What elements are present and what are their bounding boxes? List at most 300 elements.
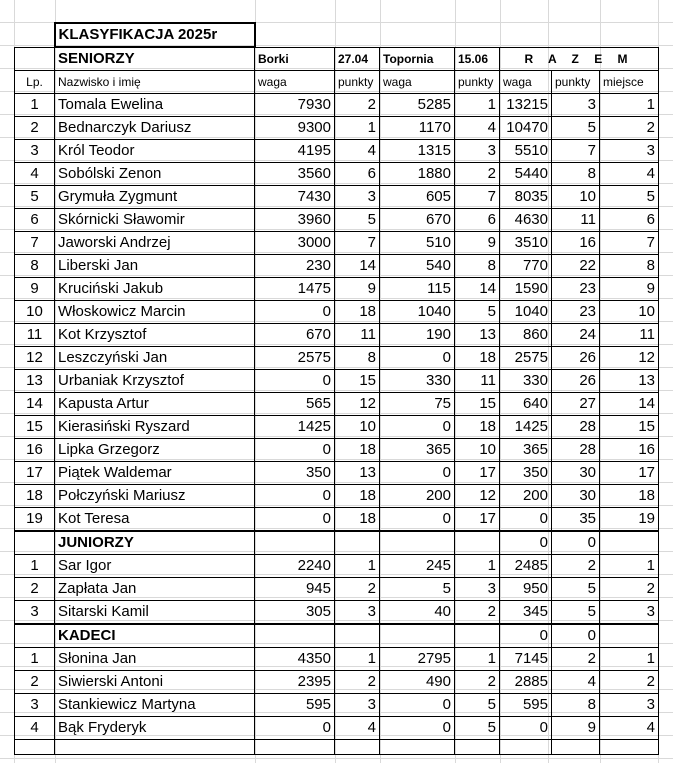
cell-waga-total[interactable]: 0: [500, 531, 552, 555]
cell-punkty-total[interactable]: 27: [552, 393, 600, 416]
col-punkty-total[interactable]: punkty: [552, 71, 600, 94]
cell-waga-total[interactable]: 0: [500, 624, 552, 648]
cell-waga2[interactable]: 490: [380, 671, 455, 694]
event1-name[interactable]: Borki: [255, 47, 335, 71]
cell-punkty2[interactable]: 18: [455, 347, 500, 370]
cell-name[interactable]: Stankiewicz Martyna: [55, 694, 255, 717]
cell-miejsce[interactable]: 2: [600, 671, 659, 694]
cell-punkty1[interactable]: 8: [335, 347, 380, 370]
cell-punkty2[interactable]: 4: [455, 117, 500, 140]
cell-name[interactable]: Piątek Waldemar: [55, 462, 255, 485]
section-title[interactable]: KADECI: [55, 624, 255, 648]
cell-miejsce[interactable]: 14: [600, 393, 659, 416]
cell-miejsce[interactable]: 6: [600, 209, 659, 232]
cell-name[interactable]: Sobólski Zenon: [55, 163, 255, 186]
cell-name[interactable]: Sar Igor: [55, 555, 255, 578]
cell-punkty1[interactable]: 2: [335, 671, 380, 694]
cell-waga1[interactable]: 4350: [255, 648, 335, 671]
cell-waga2[interactable]: 540: [380, 255, 455, 278]
cell-punkty2[interactable]: 17: [455, 508, 500, 532]
cell-lp[interactable]: 4: [15, 163, 55, 186]
cell-waga1[interactable]: 7430: [255, 186, 335, 209]
cell-waga2[interactable]: 40: [380, 601, 455, 625]
cell-name[interactable]: Jaworski Andrzej: [55, 232, 255, 255]
cell-waga1[interactable]: 0: [255, 508, 335, 532]
cell-waga2[interactable]: 365: [380, 439, 455, 462]
cell-waga-total[interactable]: 1425: [500, 416, 552, 439]
cell-waga-total[interactable]: 0: [500, 508, 552, 532]
cell-waga1[interactable]: 670: [255, 324, 335, 347]
cell-miejsce[interactable]: 1: [600, 94, 659, 117]
cell-punkty2[interactable]: 3: [455, 578, 500, 601]
cell-miejsce[interactable]: 3: [600, 140, 659, 163]
cell-waga2[interactable]: 0: [380, 462, 455, 485]
cell-punkty-total[interactable]: 8: [552, 694, 600, 717]
empty-cell[interactable]: [600, 624, 659, 648]
cell-miejsce[interactable]: 13: [600, 370, 659, 393]
cell-waga2[interactable]: 330: [380, 370, 455, 393]
cell-lp[interactable]: 2: [15, 578, 55, 601]
cell-waga2[interactable]: 75: [380, 393, 455, 416]
cell-miejsce[interactable]: 1: [600, 555, 659, 578]
cell-waga2[interactable]: 2795: [380, 648, 455, 671]
table-row: [15, 94, 659, 117]
cell-punkty1[interactable]: 15: [335, 370, 380, 393]
cell-punkty2[interactable]: 7: [455, 186, 500, 209]
table-row: [15, 163, 659, 186]
cell-punkty1[interactable]: 18: [335, 508, 380, 532]
cell-punkty1[interactable]: 18: [335, 485, 380, 508]
cell-waga2[interactable]: 0: [380, 347, 455, 370]
table-row: [15, 508, 659, 532]
cell-punkty1[interactable]: 7: [335, 232, 380, 255]
table-row: [15, 117, 659, 140]
cell-miejsce[interactable]: 19: [600, 508, 659, 532]
empty-cell[interactable]: [15, 624, 55, 648]
empty-cell[interactable]: [55, 740, 255, 755]
empty-cell[interactable]: [455, 740, 500, 755]
cell-lp[interactable]: 6: [15, 209, 55, 232]
column-header-row: [15, 71, 659, 94]
col-punkty1[interactable]: punkty: [335, 71, 380, 94]
cell-waga1[interactable]: 2395: [255, 671, 335, 694]
empty-cell[interactable]: [335, 624, 380, 648]
cell-lp[interactable]: 15: [15, 416, 55, 439]
cell-miejsce[interactable]: 4: [600, 717, 659, 740]
empty-cell[interactable]: [380, 740, 455, 755]
table-row: [15, 301, 659, 324]
cell-punkty1[interactable]: 2: [335, 578, 380, 601]
cell-miejsce[interactable]: 5: [600, 186, 659, 209]
cell-name[interactable]: Skórnicki Sławomir: [55, 209, 255, 232]
cell-lp[interactable]: 3: [15, 140, 55, 163]
empty-cell[interactable]: [455, 624, 500, 648]
cell-waga2[interactable]: 0: [380, 416, 455, 439]
cell-punkty1[interactable]: 2: [335, 94, 380, 117]
table-row: [15, 485, 659, 508]
empty-row: [15, 740, 659, 755]
cell-waga-total[interactable]: 950: [500, 578, 552, 601]
cell-lp[interactable]: 19: [15, 508, 55, 532]
empty-cell[interactable]: [552, 740, 600, 755]
cell-waga2[interactable]: 0: [380, 694, 455, 717]
cell-name[interactable]: Bąk Fryderyk: [55, 717, 255, 740]
cell-waga1[interactable]: 2240: [255, 555, 335, 578]
cell-name[interactable]: Zapłata Jan: [55, 578, 255, 601]
cell-waga2[interactable]: 200: [380, 485, 455, 508]
cell-lp[interactable]: 18: [15, 485, 55, 508]
empty-cell[interactable]: [455, 531, 500, 555]
cell-name[interactable]: Tomala Ewelina: [55, 94, 255, 117]
col-miejsce[interactable]: miejsce: [600, 71, 659, 94]
cell-miejsce[interactable]: 15: [600, 416, 659, 439]
cell-punkty-total[interactable]: 3: [552, 94, 600, 117]
sheet-title[interactable]: KLASYFIKACJA 2025r: [55, 23, 255, 47]
cell-miejsce[interactable]: 1: [600, 648, 659, 671]
cell-punkty2[interactable]: 2: [455, 163, 500, 186]
cell-punkty-total[interactable]: 16: [552, 232, 600, 255]
cell-punkty1[interactable]: 18: [335, 439, 380, 462]
cell-waga1[interactable]: 230: [255, 255, 335, 278]
cell-waga1[interactable]: 565: [255, 393, 335, 416]
cell-punkty1[interactable]: 18: [335, 301, 380, 324]
cell-punkty1[interactable]: 11: [335, 324, 380, 347]
cell-waga-total[interactable]: 8035: [500, 186, 552, 209]
cell-punkty-total[interactable]: 10: [552, 186, 600, 209]
cell-punkty2[interactable]: 3: [455, 140, 500, 163]
cell-punkty1[interactable]: 6: [335, 163, 380, 186]
cell-waga-total[interactable]: 0: [500, 717, 552, 740]
cell-miejsce[interactable]: 11: [600, 324, 659, 347]
table-row: [15, 186, 659, 209]
cell-punkty1[interactable]: 3: [335, 186, 380, 209]
cell-lp[interactable]: 1: [15, 94, 55, 117]
cell-waga1[interactable]: 0: [255, 485, 335, 508]
cell-waga2[interactable]: 190: [380, 324, 455, 347]
cell-waga-total[interactable]: 200: [500, 485, 552, 508]
cell-waga-total[interactable]: 2485: [500, 555, 552, 578]
col-waga-total[interactable]: waga: [500, 71, 552, 94]
table-row: [15, 278, 659, 301]
cell-punkty2[interactable]: 6: [455, 209, 500, 232]
cell-punkty-total[interactable]: 22: [552, 255, 600, 278]
cell-waga-total[interactable]: 10470: [500, 117, 552, 140]
empty-cell[interactable]: [335, 740, 380, 755]
cell-miejsce[interactable]: 18: [600, 485, 659, 508]
empty-cell[interactable]: [255, 624, 335, 648]
cell-punkty2[interactable]: 13: [455, 324, 500, 347]
cell-punkty2[interactable]: 11: [455, 370, 500, 393]
cell-punkty2[interactable]: 14: [455, 278, 500, 301]
cell-miejsce[interactable]: 7: [600, 232, 659, 255]
event1-date[interactable]: 27.04: [335, 47, 380, 71]
empty-cell[interactable]: [15, 740, 55, 755]
cell-waga-total[interactable]: 770: [500, 255, 552, 278]
cell-lp[interactable]: 13: [15, 370, 55, 393]
cell-punkty-total[interactable]: 4: [552, 671, 600, 694]
cell-punkty-total[interactable]: 28: [552, 416, 600, 439]
cell-punkty-total[interactable]: 7: [552, 140, 600, 163]
cell-name[interactable]: Liberski Jan: [55, 255, 255, 278]
cell-miejsce[interactable]: 12: [600, 347, 659, 370]
title-row: [15, 23, 659, 47]
cell-punkty1[interactable]: 9: [335, 278, 380, 301]
cell-waga2[interactable]: 5: [380, 578, 455, 601]
cell-miejsce[interactable]: 9: [600, 278, 659, 301]
cell-punkty-total[interactable]: 28: [552, 439, 600, 462]
cell-waga1[interactable]: 0: [255, 717, 335, 740]
cell-punkty2[interactable]: 15: [455, 393, 500, 416]
cell-punkty1[interactable]: 3: [335, 601, 380, 625]
cell-punkty-total[interactable]: 5: [552, 601, 600, 625]
cell-lp[interactable]: 8: [15, 255, 55, 278]
cell-waga-total[interactable]: 330: [500, 370, 552, 393]
cell-punkty1[interactable]: 12: [335, 393, 380, 416]
table-row: [15, 393, 659, 416]
cell-waga1[interactable]: 4195: [255, 140, 335, 163]
cell-lp[interactable]: 7: [15, 232, 55, 255]
cell-waga-total[interactable]: 1040: [500, 301, 552, 324]
cell-punkty-total[interactable]: 11: [552, 209, 600, 232]
cell-lp[interactable]: 10: [15, 301, 55, 324]
empty-cell[interactable]: [600, 531, 659, 555]
col-name[interactable]: Nazwisko i imię: [55, 71, 255, 94]
cell-punkty2[interactable]: 2: [455, 671, 500, 694]
cell-punkty-total[interactable]: 5: [552, 578, 600, 601]
event2-date[interactable]: 15.06: [455, 47, 500, 71]
cell-name[interactable]: Kapusta Artur: [55, 393, 255, 416]
table-row: [15, 439, 659, 462]
cell-lp[interactable]: 17: [15, 462, 55, 485]
empty-cell[interactable]: [600, 740, 659, 755]
cell-waga1[interactable]: 3560: [255, 163, 335, 186]
cell-name[interactable]: Słonina Jan: [55, 648, 255, 671]
table-row: [15, 462, 659, 485]
cell-waga2[interactable]: 245: [380, 555, 455, 578]
cell-punkty2[interactable]: 5: [455, 717, 500, 740]
empty-cell[interactable]: [500, 740, 552, 755]
cell-waga1[interactable]: 7930: [255, 94, 335, 117]
cell-punkty-total[interactable]: 30: [552, 462, 600, 485]
cell-name[interactable]: Król Teodor: [55, 140, 255, 163]
cell-waga1[interactable]: 2575: [255, 347, 335, 370]
cell-waga-total[interactable]: 860: [500, 324, 552, 347]
cell-waga2[interactable]: 510: [380, 232, 455, 255]
cell-waga1[interactable]: 1425: [255, 416, 335, 439]
table-row: [15, 140, 659, 163]
cell-waga1[interactable]: 350: [255, 462, 335, 485]
cell-waga-total[interactable]: 5510: [500, 140, 552, 163]
cell-punkty-total[interactable]: 8: [552, 163, 600, 186]
cell-punkty1[interactable]: 10: [335, 416, 380, 439]
cell-waga-total[interactable]: 595: [500, 694, 552, 717]
cell-waga-total[interactable]: 5440: [500, 163, 552, 186]
cell-lp[interactable]: 12: [15, 347, 55, 370]
col-waga2[interactable]: waga: [380, 71, 455, 94]
cell-name[interactable]: Kruciński Jakub: [55, 278, 255, 301]
cell-miejsce[interactable]: 2: [600, 578, 659, 601]
cell-waga2[interactable]: 670: [380, 209, 455, 232]
cell-punkty-total[interactable]: 26: [552, 370, 600, 393]
cell-punkty1[interactable]: 13: [335, 462, 380, 485]
cell-punkty-total[interactable]: 0: [552, 531, 600, 555]
cell-punkty-total[interactable]: 23: [552, 278, 600, 301]
cell-waga1[interactable]: 1475: [255, 278, 335, 301]
table-row: [15, 648, 659, 671]
cell-name[interactable]: Połczyński Mariusz: [55, 485, 255, 508]
cell-punkty2[interactable]: 5: [455, 301, 500, 324]
empty-cell[interactable]: [335, 531, 380, 555]
col-punkty2[interactable]: punkty: [455, 71, 500, 94]
cell-punkty-total[interactable]: 30: [552, 485, 600, 508]
cell-waga1[interactable]: 0: [255, 439, 335, 462]
cell-lp[interactable]: 9: [15, 278, 55, 301]
empty-cell[interactable]: [380, 531, 455, 555]
cell-name[interactable]: Urbaniak Krzysztof: [55, 370, 255, 393]
cell-punkty1[interactable]: 1: [335, 117, 380, 140]
cell-name[interactable]: Siwierski Antoni: [55, 671, 255, 694]
table-row: [15, 370, 659, 393]
cell-punkty-total[interactable]: 5: [552, 117, 600, 140]
cell-punkty2[interactable]: 10: [455, 439, 500, 462]
cell-miejsce[interactable]: 4: [600, 163, 659, 186]
cell-punkty2[interactable]: 8: [455, 255, 500, 278]
cell-lp[interactable]: 3: [15, 694, 55, 717]
cell-waga-total[interactable]: 365: [500, 439, 552, 462]
cell-waga-total[interactable]: 345: [500, 601, 552, 625]
cell-waga-total[interactable]: 1590: [500, 278, 552, 301]
cell-waga2[interactable]: 1040: [380, 301, 455, 324]
table-row: [15, 347, 659, 370]
cell-name[interactable]: Włoskowicz Marcin: [55, 301, 255, 324]
cell-waga2[interactable]: 0: [380, 717, 455, 740]
cell-waga1[interactable]: 3000: [255, 232, 335, 255]
cell-waga-total[interactable]: 13215: [500, 94, 552, 117]
cell-punkty1[interactable]: 4: [335, 140, 380, 163]
table-row: [15, 671, 659, 694]
section-title[interactable]: JUNIORZY: [55, 531, 255, 555]
cell-punkty2[interactable]: 2: [455, 601, 500, 625]
cell-name[interactable]: Kot Krzysztof: [55, 324, 255, 347]
empty-cell[interactable]: [380, 624, 455, 648]
cell-miejsce[interactable]: 17: [600, 462, 659, 485]
cell-lp[interactable]: 2: [15, 117, 55, 140]
cell-waga1[interactable]: 3960: [255, 209, 335, 232]
cell-punkty-total[interactable]: 9: [552, 717, 600, 740]
cell-waga-total[interactable]: 2885: [500, 671, 552, 694]
cell-punkty1[interactable]: 4: [335, 717, 380, 740]
cell-lp[interactable]: 14: [15, 393, 55, 416]
cell-punkty2[interactable]: 18: [455, 416, 500, 439]
cell-waga-total[interactable]: 350: [500, 462, 552, 485]
cell-lp[interactable]: 5: [15, 186, 55, 209]
cell-miejsce[interactable]: 16: [600, 439, 659, 462]
cell-punkty2[interactable]: 5: [455, 694, 500, 717]
cell-lp[interactable]: 4: [15, 717, 55, 740]
cell-waga1[interactable]: 945: [255, 578, 335, 601]
cell-waga-total[interactable]: 4630: [500, 209, 552, 232]
empty-cell[interactable]: [255, 531, 335, 555]
cell-lp[interactable]: 1: [15, 555, 55, 578]
cell-waga1[interactable]: 305: [255, 601, 335, 625]
cell-punkty2[interactable]: 9: [455, 232, 500, 255]
cell-waga2[interactable]: 115: [380, 278, 455, 301]
cell-punkty-total[interactable]: 2: [552, 555, 600, 578]
cell-miejsce[interactable]: 8: [600, 255, 659, 278]
cell-name[interactable]: Sitarski Kamil: [55, 601, 255, 625]
cell-punkty1[interactable]: 1: [335, 648, 380, 671]
cell-punkty-total[interactable]: 26: [552, 347, 600, 370]
cell-waga-total[interactable]: 2575: [500, 347, 552, 370]
cell-waga2[interactable]: 5285: [380, 94, 455, 117]
table-row: [15, 209, 659, 232]
cell-name[interactable]: Kot Teresa: [55, 508, 255, 532]
cell-waga1[interactable]: 595: [255, 694, 335, 717]
cell-name[interactable]: Lipka Grzegorz: [55, 439, 255, 462]
cell-waga1[interactable]: 0: [255, 370, 335, 393]
cell-waga-total[interactable]: 3510: [500, 232, 552, 255]
cell-punkty-total[interactable]: 24: [552, 324, 600, 347]
cell-name[interactable]: Leszczyński Jan: [55, 347, 255, 370]
total-header[interactable]: R A Z E M: [500, 47, 659, 71]
cell-waga1[interactable]: 0: [255, 301, 335, 324]
cell-waga1[interactable]: 9300: [255, 117, 335, 140]
cell-punkty1[interactable]: 3: [335, 694, 380, 717]
cell-lp[interactable]: 1: [15, 648, 55, 671]
empty-cell[interactable]: [15, 531, 55, 555]
cell-punkty1[interactable]: 5: [335, 209, 380, 232]
table-row: [15, 324, 659, 347]
category-seniorzy[interactable]: SENIORZY: [55, 47, 255, 71]
cell-punkty1[interactable]: 14: [335, 255, 380, 278]
cell-punkty1[interactable]: 1: [335, 555, 380, 578]
cell-waga2[interactable]: 1880: [380, 163, 455, 186]
cell-punkty2[interactable]: 17: [455, 462, 500, 485]
cell-miejsce[interactable]: 10: [600, 301, 659, 324]
event2-name[interactable]: Topornia: [380, 47, 455, 71]
cell-name[interactable]: Kierasiński Ryszard: [55, 416, 255, 439]
cell-waga2[interactable]: 0: [380, 508, 455, 532]
cell-punkty-total[interactable]: 35: [552, 508, 600, 532]
col-lp[interactable]: Lp.: [15, 71, 55, 94]
cell-punkty2[interactable]: 1: [455, 94, 500, 117]
empty-cell[interactable]: [255, 740, 335, 755]
table-row: [15, 255, 659, 278]
cell-lp[interactable]: 11: [15, 324, 55, 347]
cell-waga2[interactable]: 1170: [380, 117, 455, 140]
cell-name[interactable]: Bednarczyk Dariusz: [55, 117, 255, 140]
cell-waga2[interactable]: 1315: [380, 140, 455, 163]
cell-punkty2[interactable]: 12: [455, 485, 500, 508]
cell-punkty-total[interactable]: 23: [552, 301, 600, 324]
cell-miejsce[interactable]: 3: [600, 601, 659, 625]
cell-punkty2[interactable]: 1: [455, 555, 500, 578]
cell-lp[interactable]: 2: [15, 671, 55, 694]
table-row: [15, 232, 659, 255]
cell-miejsce[interactable]: 3: [600, 694, 659, 717]
cell-waga-total[interactable]: 640: [500, 393, 552, 416]
cell-lp[interactable]: 3: [15, 601, 55, 625]
cell-punkty-total[interactable]: 2: [552, 648, 600, 671]
cell-lp[interactable]: 16: [15, 439, 55, 462]
col-waga1[interactable]: waga: [255, 71, 335, 94]
cell-miejsce[interactable]: 2: [600, 117, 659, 140]
cell-waga-total[interactable]: 7145: [500, 648, 552, 671]
cell-punkty2[interactable]: 1: [455, 648, 500, 671]
cell-waga2[interactable]: 605: [380, 186, 455, 209]
cell-punkty-total[interactable]: 0: [552, 624, 600, 648]
cell-name[interactable]: Grymuła Zygmunt: [55, 186, 255, 209]
